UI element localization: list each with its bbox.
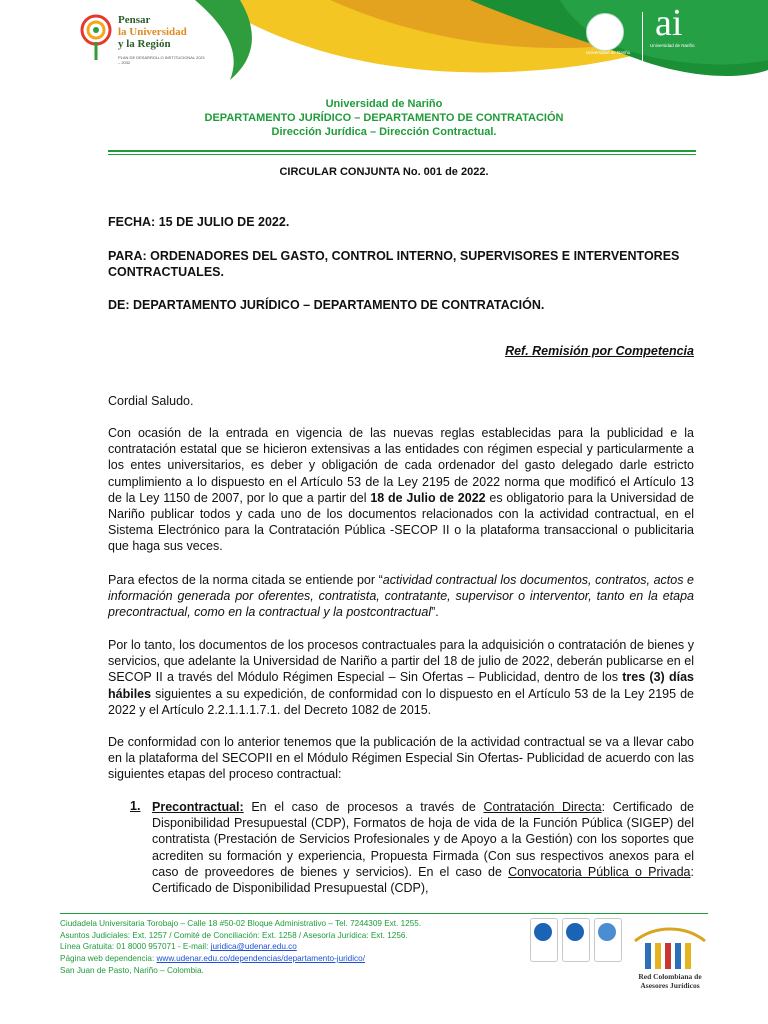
directions-line: Dirección Jurídica – Dirección Contractual. [271,126,497,138]
certification-badge-icon [530,918,558,962]
circular-title: CIRCULAR CONJUNTA No. 001 de 2022. [279,166,489,178]
p2-italic-definition: actividad contractual los documentos, contratos, actos e información generada por oferentes, contratista, contratante, supervisor o interventor, tanto en la etapa precontractual, como en la contractual y la postcontractual [108,573,694,620]
letterhead-rule-thin [108,154,696,155]
p1-bold-date: 18 de Julio de 2022 [370,490,486,505]
email-link[interactable]: juridica@udenar.edu.co [210,942,297,952]
letterhead-rule-thick [108,150,696,152]
p3-text-a: Por lo tanto, los documentos de los procesos contractuales para la adquisición o contratación de bienes y servicios, que adelante la Universidad de Nariño a partir del 18 de julio de 2022, deberán publicarse en el SECOP II a través del Módulo Régimen Especial – Sin Ofertas – Publicidad, dentro de los [108,638,694,685]
p2-text-a: Para efectos de la norma citada se entiende por “ [108,573,383,587]
brand-line-3: y la Región [118,38,171,50]
university-name: Universidad de Nariño [325,98,443,110]
red-line-1: Red Colombiana de [638,972,702,981]
header-divider [642,12,643,66]
item1-title: Precontractual: [152,800,244,814]
fecha-line: FECHA: 15 DE JULIO DE 2022. [108,215,290,229]
footer-rule [60,913,708,914]
item1-underline-1: Contratación Directa [483,800,602,814]
paragraph-4: De conformidad con lo anterior tenemos que la publicación de la actividad contractual se va a llevar cabo en la plataforma del SECOPII en el Módulo Régimen Especial Sin Ofertas- Publicidad de acuerdo con las siguientes etapas del proceso contractual: [108,735,694,782]
brand-line-2: la Universidad [118,26,187,38]
footer-line-3-prefix: Línea Gratuita: 01 8000 957071 - E-mail: [60,942,211,952]
paragraph-2 [108,572,694,621]
footer-line-3 [60,941,520,953]
university-seal-icon [586,13,624,51]
footer-line-4 [60,953,520,965]
p1-text-b: es obligatorio para la Universidad de Nariño publicar todos y cada uno de los documentos relacionados con la actividad contractual, en el Sistema Electrónico para la Contratación Pública -SECOP II o la plataforma transaccional o publicitaria que haga sus veces. [108,490,694,554]
iqnet-badge-icon [594,918,622,962]
p3-text-b: siguientes a su expedición, de conformidad con lo dispuesto en el Artículo 53 de la Ley 2195 de 2022 y el Artículo 2.2.1.1.1.7.1. del Decreto 1082 de 2015. [108,686,694,717]
footer-line-4-prefix: Página web dependencia: [60,954,157,964]
seal-label: Universidad de Nariño [585,50,631,55]
greeting: Cordial Saludo. [108,394,194,408]
ai-logo-icon: ai [655,2,683,44]
p2-text-b: ”. [431,605,439,620]
footer-line-2: Asuntos Judiciales: Ext. 1257 / Comité de Conciliación: Ext. 1258 / Asesoría Jurídica: Ext. 1256. [60,930,408,940]
item1-text-a: En el caso de procesos a través de [243,800,484,814]
ai-label: Universidad de Nariño [650,43,695,48]
para-line: PARA: ORDENADORES DEL GASTO, CONTROL INTERNO, SUPERVISORES E INTERVENTORES CONTRACTUALES. [108,249,680,279]
footer-contact [60,918,520,977]
reference-line: Ref. Remisión por Competencia [505,344,694,358]
brand-subtitle: PLAN DE DESARROLLO INSTITUCIONAL 2021 – 2032 [118,55,205,65]
red-line-2: Asesores Jurídicos [640,981,700,990]
p3-bold-days: tres (3) días hábiles [108,670,694,701]
red-colombiana-logo-icon [625,923,715,971]
list-item-number: 1. [130,799,141,813]
item1-text-c: : Certificado de Disponibilidad Presupuestal (CDP), [152,864,694,896]
de-line: DE: DEPARTAMENTO JURÍDICO – DEPARTAMENTO DE CONTRATACIÓN. [108,298,545,312]
pensar-logo-icon [72,8,120,68]
p1-text-a: Con ocasión de la entrada en vigencia de las nuevas reglas establecidas para la publicidad e la contratación estatal que se hicieron extensivas a las entidades con régimen especial y particularmente a los entes universitarios, es deber y obligación de cada ordenador del gasto delegado darle estricto cumplimiento a lo dispuesto en el Artículo 53 de la Ley 2195 de 2022 norma que modificó el Artículo 13 de la Ley 1150 de 2007, por lo que a partir del [108,426,694,505]
paragraph-1 [108,425,694,555]
footer-line-1: Ciudadela Universitaria Torobajo – Calle 18 #50-02 Bloque Administrativo – Tel. 7244309 Ext. 1255. [60,919,422,928]
departments-line: DEPARTAMENTO JURÍDICO – DEPARTAMENTO DE CONTRATACIÓN [204,112,564,124]
certification-badge-icon [562,918,590,962]
red-colombiana-text [610,972,730,990]
paragraph-3 [108,637,694,718]
brand-line-1: Pensar [118,14,151,26]
brand-text [118,14,187,50]
footer-line-5: San Juan de Pasto, Nariño – Colombia. [60,965,204,975]
item1-underline-2: Convocatoria Pública o Privada [508,864,691,879]
website-link[interactable]: www.udenar.edu.co/dependencias/departamento-juridico/ [156,954,365,964]
list-item-precontractual [152,799,694,896]
item1-text-b: : Certificado de Disponibilidad Presupuestal (CDP), Formatos de hoja de vida de la Función Pública (SIGEP) del contratista (Prestación de Servicios Profesionales y de Apoyo a la Gestión) con los soportes que acrediten su formación y experiencia, Propuesta Firmada (Con sus respectivos anexos para el caso de proveedores de bienes y servicios). En el caso de [152,800,694,879]
